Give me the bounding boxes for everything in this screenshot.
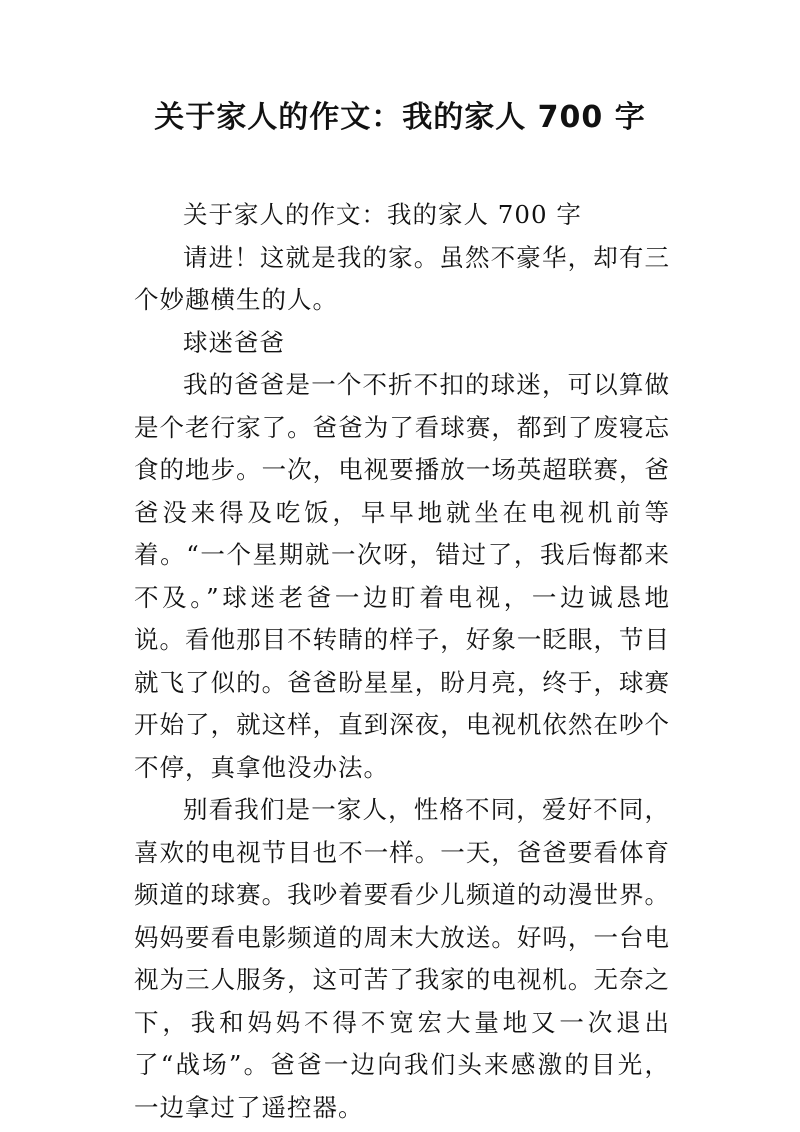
document-title: 关于家人的作文：我的家人 700 字 — [154, 100, 646, 135]
paragraph-intro: 请进！这就是我的家。虽然不豪华，却有三个妙趣横生的人。 — [134, 242, 670, 314]
paragraph-fan-dad: 我的爸爸是一个不折不扣的球迷，可以算做是个老行家了。爸爸为了看球赛，都到了废寝忘食的地步。一次，电视要播放一场英超联赛，爸爸没来得及吃饭，早早地就坐在电视机前等着。“一个星期就一次呀，错过了，我后悔都来不及。”球迷老爸一边盯着电视，一边诚恳地说。看他那目不转睛的样子，好象一眨眼，节目就飞了似的。爸爸盼星星，盼月亮，终于，球赛开始了，就这样，直到深夜，电视机依然在吵个不停，真拿他没办法。 — [134, 370, 670, 782]
section-heading-fan-dad: 球迷爸爸 — [183, 327, 285, 357]
paragraph-subtitle: 关于家人的作文：我的家人 700 字 — [183, 200, 582, 229]
document-body — [134, 194, 670, 1129]
paragraph-tv-dispute: 别看我们是一家人，性格不同，爱好不同，喜欢的电视节目也不一样。一天，爸爸要看体育频道的球赛。我吵着要看少儿频道的动漫世界。妈妈要看电影频道的周末大放送。好吗，一台电视为三人服务，这可苦了我家的电视机。无奈之下，我和妈妈不得不宽宏大量地又一次退出了“战场”。爸爸一边向我们头来感激的目光，一边拿过了遥控器。 — [134, 795, 670, 1122]
